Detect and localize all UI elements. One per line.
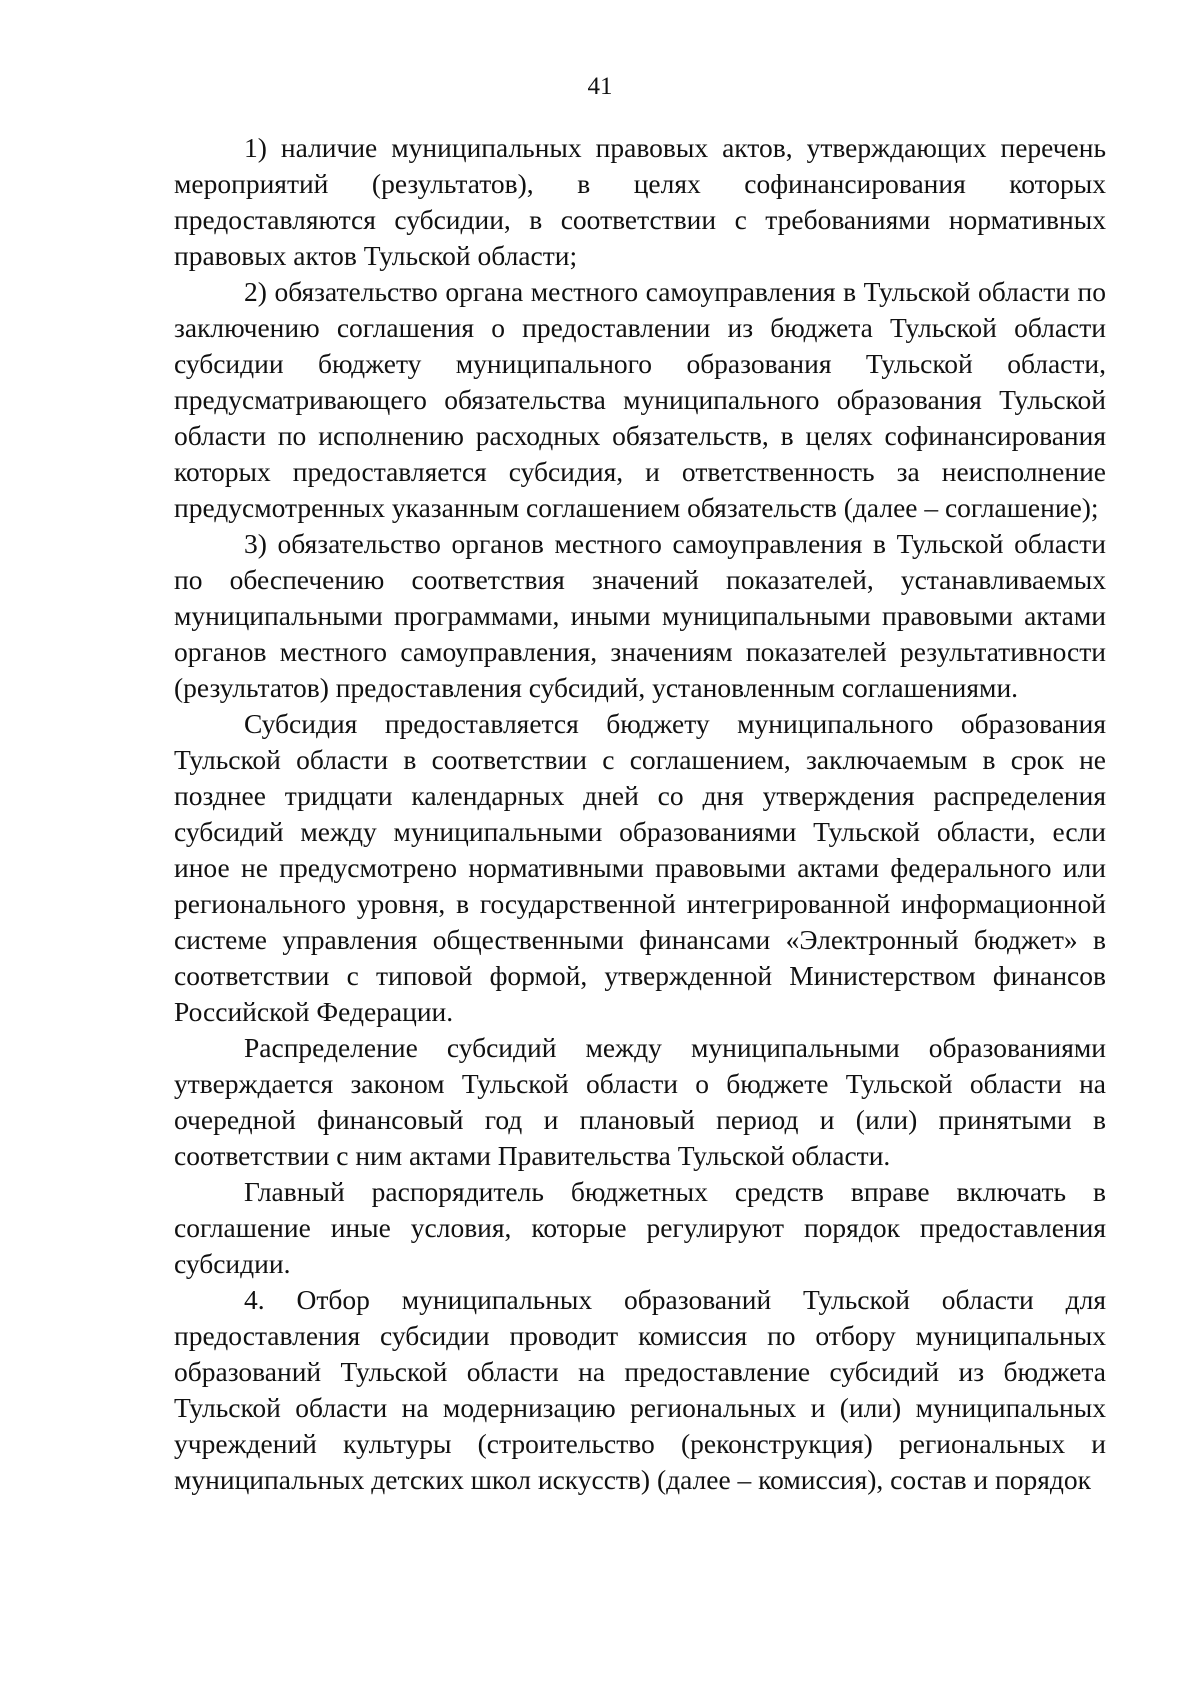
paragraph-subsidy-distribution: Распределение субсидий между муниципальными образованиями утверждается законом Тульской области о бюджете Тульской области на очередной финансовый год и плановый период и (или) принятыми в соответствии с ним актами Правительства Тульской области.	[174, 1032, 1106, 1171]
paragraph-section-4: 4. Отбор муниципальных образований Тульской области для предоставления субсидии проводит комиссия по отбору муниципальных образований Тульской области на предоставление субсидий из бюджета Тульской области на модернизацию региональных и (или) муниципальных учреждений культуры (строительство (реконструкция) региональных и муниципальных детских школ искусств) (далее – комиссия), состав и порядок	[174, 1284, 1106, 1495]
paragraph-additional-conditions: Главный распорядитель бюджетных средств вправе включать в соглашение иные условия, которые регулируют порядок предоставления субсидии.	[174, 1176, 1106, 1279]
paragraph-item-2: 2) обязательство органа местного самоуправления в Тульской области по заключению соглашения о предоставлении из бюджета Тульской области субсидии бюджету муниципального образования Тульской области, предусматривающего обязательства муниципального образования Тульской области по исполнению расходных обязательств, в целях софинансирования которых предоставляется субсидия, и ответственность за неисполнение предусмотренных указанным соглашением обязательств (далее – соглашение);	[174, 276, 1106, 523]
paragraph-item-3: 3) обязательство органов местного самоуправления в Тульской области по обеспечению соответствия значений показателей, устанавливаемых муниципальными программами, иными муниципальными правовыми актами органов местного самоуправления, значениям показателей результативности (результатов) предоставления субсидий, установленным соглашениями.	[174, 528, 1106, 703]
paragraph-subsidy-agreement: Субсидия предоставляется бюджету муниципального образования Тульской области в соответствии с соглашением, заключаемым в срок не позднее тридцати календарных дней со дня утверждения распределения субсидий между муниципальными образованиями Тульской области, если иное не предусмотрено нормативными правовыми актами федерального или регионального уровня, в государственной интегрированной информационной системе управления общественными финансами «Электронный бюджет» в соответствии с типовой формой, утвержденной Министерством финансов Российской Федерации.	[174, 708, 1106, 1027]
document-body	[174, 130, 1106, 1498]
paragraph-item-1: 1) наличие муниципальных правовых актов, утверждающих перечень мероприятий (результатов), в целях софинансирования которых предоставляются субсидии, в соответствии с требованиями нормативных правовых актов Тульской области;	[174, 132, 1106, 271]
page-number: 41	[587, 73, 613, 100]
